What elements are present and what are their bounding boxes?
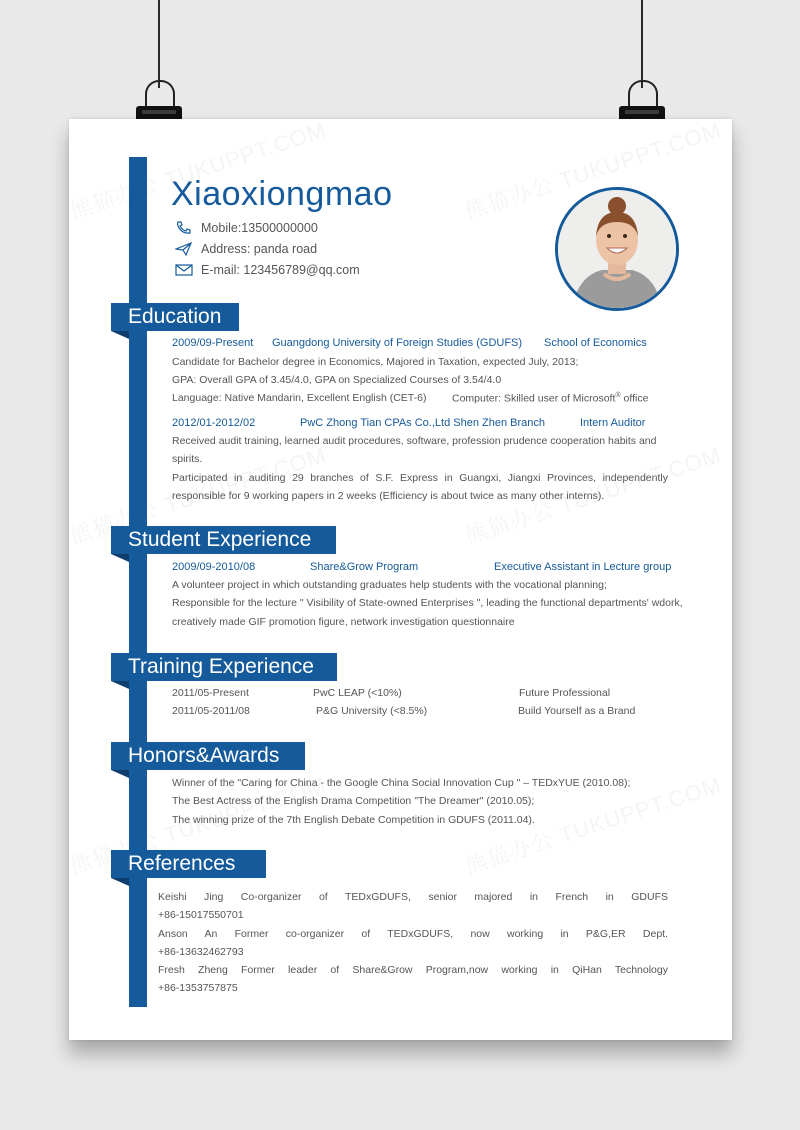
education-school: Guangdong University of Foreign Studies (GDUFS) (272, 337, 523, 349)
education-entry-header (172, 337, 647, 349)
training-org: P&G University (<8.5%) (316, 705, 428, 717)
contact-address (175, 242, 317, 256)
computer-skill: Computer: Skilled user of Microsoft® office (452, 392, 649, 405)
student-program: Share&Grow Program (310, 561, 419, 573)
education-detail: GPA: Overall GPA of 3.45/4.0, GPA on Specialized Courses of 3.54/4.0 (172, 374, 502, 386)
training-course: Build Yourself as a Brand (518, 705, 636, 717)
section-header-fold (111, 770, 129, 778)
student-entry-header (172, 561, 672, 573)
profile-photo (555, 187, 679, 311)
honor-item: Winner of the "Caring for China - the Google China Social Innovation Cup " – TEDxYUE (2010.08); (172, 777, 631, 789)
work-detail: spirits. (172, 453, 203, 465)
section-header-fold (111, 554, 129, 562)
student-date: 2009/09-2010/08 (172, 561, 256, 573)
hanging-wire-left (158, 0, 160, 88)
education-department: School of Economics (544, 337, 647, 349)
vertical-accent-bar (129, 157, 147, 1007)
hanging-wire-right (641, 0, 643, 88)
training-row (172, 687, 611, 699)
language-skill: Language: Native Mandarin, Excellent English (CET-6) (172, 392, 427, 404)
email-text: E-mail: 123456789@qq.com (201, 263, 360, 277)
contact-mobile (175, 221, 318, 235)
work-company: PwC Zhong Tian CPAs Co.,Ltd Shen Zhen Branch (300, 417, 545, 429)
reference-item: Fresh Zheng Former leader of Share&Grow Program,now working in QiHan Technology (158, 964, 668, 976)
student-detail: creatively made GIF promotion figure, network investigation questionnaire (172, 616, 515, 628)
training-row (172, 705, 636, 717)
mail-icon (175, 263, 193, 277)
education-date: 2009/09-Present (172, 337, 254, 349)
section-header-honors-awards: Honors&Awards (111, 742, 305, 770)
work-entry-header (172, 417, 646, 429)
reference-phone: +86-15017550701 (158, 909, 244, 921)
training-date: 2011/05-Present (172, 687, 249, 699)
education-skills (172, 392, 668, 404)
section-header-fold (111, 681, 129, 689)
section-header-student-experience: Student Experience (111, 526, 336, 554)
reference-phone: +86-13632462793 (158, 946, 244, 958)
work-detail: Participated in auditing 29 branches of S.F. Express in Guangxi, Jiangxi Provinces, independently (172, 472, 668, 484)
section-header-fold (111, 878, 129, 886)
section-header-education: Education (111, 303, 239, 331)
training-course: Future Professional (519, 687, 611, 699)
honor-item: The winning prize of the 7th English Debate Competition in GDUFS (2011.04). (172, 814, 535, 826)
work-date: 2012/01-2012/02 (172, 417, 256, 429)
work-role: Intern Auditor (580, 417, 646, 429)
section-header-references: References (111, 850, 266, 878)
student-detail: Responsible for the lecture " Visibility of State-owned Enterprises ", leading the functional departments' wdork, (172, 597, 683, 609)
training-date: 2011/05-2011/08 (172, 705, 250, 717)
address-text: Address: panda road (201, 242, 318, 256)
contact-email (175, 263, 360, 277)
reference-phone: +86-1353757875 (158, 982, 238, 994)
paper-plane-icon (175, 242, 193, 256)
education-detail: Candidate for Bachelor degree in Economics, Majored in Taxation, expected July, 2013; (172, 356, 579, 368)
student-detail: A volunteer project in which outstanding graduates help students with the vocational planning; (172, 579, 607, 591)
phone-icon (175, 221, 193, 235)
training-org: PwC LEAP (<10%) (313, 687, 402, 699)
section-header-training-experience: Training Experience (111, 653, 337, 681)
mobile-text: Mobile:13500000000 (201, 221, 318, 235)
section-header-fold (111, 331, 129, 339)
work-detail: Received audit training, learned audit procedures, software, profession prudence cooperation habits and (172, 435, 657, 447)
work-detail: responsible for 9 working papers in 2 weeks (Efficiency is about twice as many other interns). (172, 490, 605, 502)
honor-item: The Best Actress of the English Drama Competition "The Dreamer" (2010.05); (172, 795, 535, 807)
reference-item: Keishi Jing Co-organizer of TEDxGDUFS, senior majored in French in GDUFS (158, 891, 668, 903)
student-role: Executive Assistant in Lecture group (494, 561, 672, 573)
reference-item: Anson An Former co-organizer of TEDxGDUFS, now working in P&G,ER Dept. (158, 928, 668, 940)
resume-page (69, 119, 732, 1040)
candidate-name: Xiaoxiongmao (171, 175, 393, 213)
